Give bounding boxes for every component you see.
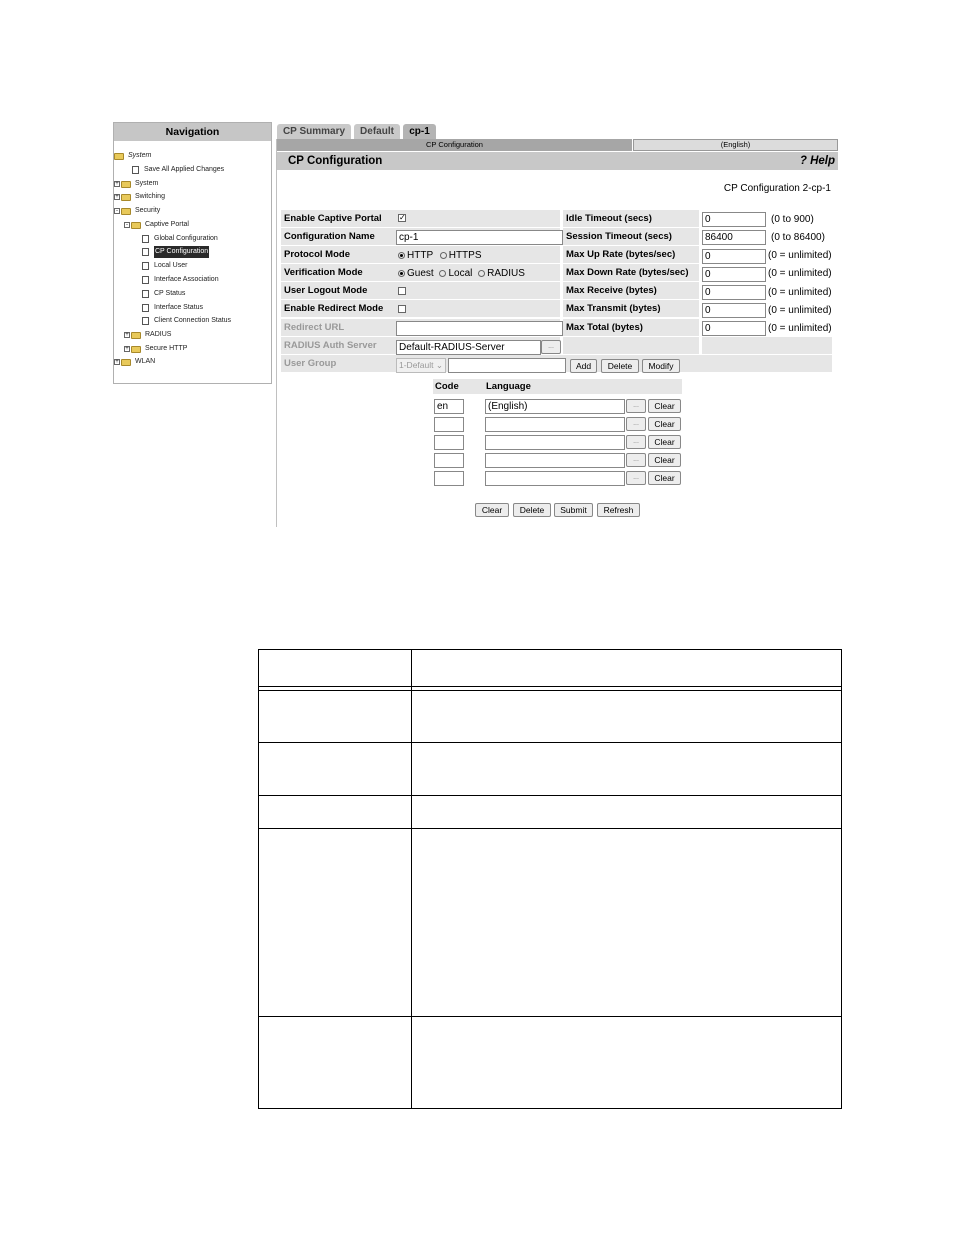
max-up-rate-label: Max Up Rate (bytes/sec)	[563, 246, 699, 263]
table-header-rule	[259, 690, 841, 691]
nav-item[interactable]	[114, 150, 151, 162]
table-row-rule	[259, 742, 841, 743]
language-clear-button[interactable]: Clear	[648, 453, 681, 467]
nav-item-label: CP Status	[154, 290, 186, 297]
page-icon	[142, 276, 149, 284]
nav-item-label: Security	[135, 207, 161, 214]
nav-item[interactable]	[134, 233, 218, 245]
user-group-add-button[interactable]: Add	[570, 359, 597, 373]
verification-guest-label: Guest	[407, 268, 434, 279]
idle-timeout-hint: (0 to 900)	[771, 214, 814, 225]
max-total-label: Max Total (bytes)	[563, 319, 699, 336]
refresh-button[interactable]: Refresh	[597, 503, 640, 517]
protocol-https-label: HTTPS	[448, 250, 482, 261]
page-icon	[142, 317, 149, 325]
delete-button[interactable]: Delete	[513, 503, 551, 517]
language-code-input[interactable]: en	[434, 399, 464, 414]
sub-tab-language[interactable]: (English)	[633, 139, 838, 151]
language-code-input[interactable]	[434, 417, 464, 432]
verification-mode-label: Verification Mode	[281, 264, 560, 281]
language-browse-button[interactable]: ...	[626, 453, 646, 467]
user-group-selected: 1-Default	[399, 360, 434, 370]
max-up-rate-input[interactable]: 0	[702, 249, 766, 264]
nav-item[interactable]	[124, 164, 224, 176]
user-group-delete-button[interactable]: Delete	[601, 359, 639, 373]
nav-item[interactable]	[114, 178, 158, 190]
nav-item-label: System	[135, 180, 159, 187]
language-code-input[interactable]	[434, 435, 464, 450]
nav-item-label: Secure HTTP	[145, 345, 188, 352]
nav-item[interactable]	[114, 205, 160, 217]
redirect-url-input[interactable]	[396, 321, 563, 336]
nav-item[interactable]	[114, 191, 165, 203]
language-browse-button[interactable]: ...	[626, 471, 646, 485]
verification-radius-radio[interactable]	[478, 270, 485, 277]
language-clear-button[interactable]: Clear	[648, 417, 681, 431]
max-down-rate-hint: (0 = unlimited)	[768, 268, 832, 279]
nav-item-label: Save All Applied Changes	[144, 166, 225, 173]
page-icon	[142, 304, 149, 312]
folder-icon	[121, 181, 131, 188]
expand-icon[interactable]: +	[115, 194, 119, 200]
expand-icon[interactable]: +	[115, 181, 119, 187]
nav-item[interactable]	[134, 302, 203, 314]
language-name-header: Language	[484, 379, 682, 394]
expand-icon[interactable]: +	[125, 346, 129, 352]
tab-cp-1[interactable]: cp-1	[403, 124, 436, 139]
page-title: CP Configuration	[288, 155, 383, 167]
radius-auth-server-browse-button[interactable]: ...	[541, 340, 561, 354]
radius-auth-server-label: RADIUS Auth Server	[281, 337, 560, 354]
language-clear-button[interactable]: Clear	[648, 399, 681, 413]
folder-icon	[131, 332, 141, 339]
nav-item-label: RADIUS	[145, 331, 172, 338]
user-logout-mode-label: User Logout Mode	[281, 282, 560, 299]
nav-item-label: System	[128, 152, 152, 159]
idle-timeout-input[interactable]: 0	[702, 212, 766, 227]
language-code-input[interactable]	[434, 471, 464, 486]
language-clear-button[interactable]: Clear	[648, 471, 681, 485]
collapse-icon[interactable]: -	[126, 222, 128, 228]
table-row-rule	[259, 828, 841, 829]
protocol-http-radio[interactable]	[398, 252, 405, 259]
folder-open-icon	[131, 222, 141, 229]
session-timeout-hint: (0 to 86400)	[771, 232, 825, 243]
language-name-input[interactable]: (English)	[485, 399, 625, 414]
nav-item[interactable]	[134, 260, 187, 272]
nav-item-label: WLAN	[135, 358, 156, 365]
expand-icon[interactable]: +	[125, 332, 129, 338]
page-icon	[142, 290, 149, 298]
nav-item-label: Interface Association	[154, 276, 219, 283]
expand-icon[interactable]: +	[115, 359, 119, 365]
nav-item[interactable]	[134, 246, 209, 258]
max-down-rate-input[interactable]: 0	[702, 267, 766, 282]
sub-tab-cp-configuration[interactable]: CP Configuration	[277, 139, 632, 151]
max-down-rate-label: Max Down Rate (bytes/sec)	[563, 264, 699, 281]
nav-item[interactable]	[114, 356, 155, 368]
right-spacer-cell	[563, 337, 699, 354]
language-header-spacer	[466, 379, 484, 394]
cp-configuration-subtitle: CP Configuration 2-cp-1	[723, 183, 831, 194]
folder-open-icon	[121, 208, 131, 215]
language-code-header: Code	[433, 379, 466, 394]
configuration-name-label: Configuration Name	[281, 228, 560, 245]
navigation-title: Navigation	[114, 123, 271, 141]
language-name-input[interactable]	[485, 417, 625, 432]
redirect-url-label: Redirect URL	[281, 319, 560, 336]
verification-local-label: Local	[448, 268, 473, 279]
verification-guest-radio[interactable]	[398, 270, 405, 277]
right-spacer-cell	[702, 337, 832, 354]
verification-radius-label: RADIUS	[487, 268, 525, 279]
language-browse-button[interactable]: ...	[626, 435, 646, 449]
clear-button[interactable]: Clear	[475, 503, 509, 517]
verification-mode-group	[398, 265, 525, 282]
nav-item-label: Client Connection Status	[154, 317, 232, 324]
language-name-input[interactable]	[485, 435, 625, 450]
table-row-rule	[259, 795, 841, 796]
tab-cp-summary[interactable]: CP Summary	[277, 124, 351, 139]
idle-timeout-label: Idle Timeout (secs)	[563, 210, 699, 227]
folder-icon	[131, 346, 141, 353]
document-table	[258, 649, 842, 1109]
folder-icon	[121, 359, 131, 366]
nav-item-label: CP Configuration	[154, 246, 209, 258]
chevron-down-icon: ⌄	[435, 360, 443, 370]
nav-item-label: Captive Portal	[145, 221, 189, 228]
max-receive-hint: (0 = unlimited)	[768, 287, 832, 298]
content-panel	[276, 139, 837, 527]
nav-item[interactable]	[124, 329, 171, 341]
protocol-http-label: HTTP	[407, 250, 433, 261]
max-total-hint: (0 = unlimited)	[768, 323, 832, 334]
enable-captive-portal-label: Enable Captive Portal	[281, 210, 560, 227]
language-browse-button[interactable]: ...	[626, 417, 646, 431]
protocol-https-radio[interactable]	[440, 252, 447, 259]
configuration-name-input[interactable]: cp-1	[396, 230, 563, 245]
user-group-label: User Group	[281, 355, 832, 372]
nav-item-label: Interface Status	[154, 304, 204, 311]
table-row-rule	[259, 1016, 841, 1017]
nav-item[interactable]	[124, 219, 189, 231]
enable-redirect-mode-label: Enable Redirect Mode	[281, 300, 560, 317]
user-group-name-input[interactable]	[448, 358, 566, 373]
enable-captive-portal-checkbox[interactable]: ✓	[399, 213, 406, 222]
max-transmit-input[interactable]: 0	[702, 303, 766, 318]
protocol-mode-label: Protocol Mode	[281, 246, 560, 263]
nav-item[interactable]	[124, 343, 187, 355]
language-name-input[interactable]	[485, 453, 625, 468]
user-group-modify-button[interactable]: Modify	[642, 359, 680, 373]
session-timeout-input[interactable]: 86400	[702, 230, 766, 245]
language-name-input[interactable]	[485, 471, 625, 486]
max-transmit-hint: (0 = unlimited)	[768, 305, 832, 316]
max-total-input[interactable]: 0	[702, 321, 766, 336]
user-logout-mode-checkbox[interactable]	[398, 287, 406, 295]
max-receive-input[interactable]: 0	[702, 285, 766, 300]
submit-button[interactable]: Submit	[554, 503, 593, 517]
language-code-input[interactable]	[434, 453, 464, 468]
nav-item[interactable]	[134, 315, 231, 327]
radius-auth-server-input[interactable]: Default-RADIUS-Server	[396, 340, 541, 355]
collapse-icon[interactable]: -	[116, 208, 118, 214]
nav-item[interactable]	[134, 288, 185, 300]
max-up-rate-hint: (0 = unlimited)	[768, 250, 832, 261]
verification-local-radio[interactable]	[439, 270, 446, 277]
page-icon	[132, 166, 139, 174]
tab-default[interactable]: Default	[354, 124, 400, 139]
folder-icon	[121, 194, 131, 201]
page-icon	[142, 235, 149, 243]
max-transmit-label: Max Transmit (bytes)	[563, 300, 699, 317]
help-link[interactable]: ? Help	[799, 155, 835, 167]
user-group-select[interactable]	[396, 358, 446, 373]
page-icon	[142, 248, 149, 256]
nav-item-label: Global Configuration	[154, 235, 218, 242]
language-browse-button[interactable]: ...	[626, 399, 646, 413]
nav-item[interactable]	[134, 274, 219, 286]
language-clear-button[interactable]: Clear	[648, 435, 681, 449]
sub-tabs	[277, 139, 838, 151]
page-icon	[142, 262, 149, 270]
table-header-rule	[259, 686, 841, 687]
max-receive-label: Max Receive (bytes)	[563, 282, 699, 299]
nav-item-label: Local User	[154, 262, 188, 269]
folder-open-icon	[114, 153, 124, 160]
title-bar	[277, 152, 838, 170]
enable-redirect-mode-checkbox[interactable]	[398, 305, 406, 313]
protocol-mode-group	[398, 247, 482, 264]
table-column-rule	[411, 650, 412, 1108]
session-timeout-label: Session Timeout (secs)	[563, 228, 699, 245]
nav-item-label: Switching	[135, 193, 165, 200]
